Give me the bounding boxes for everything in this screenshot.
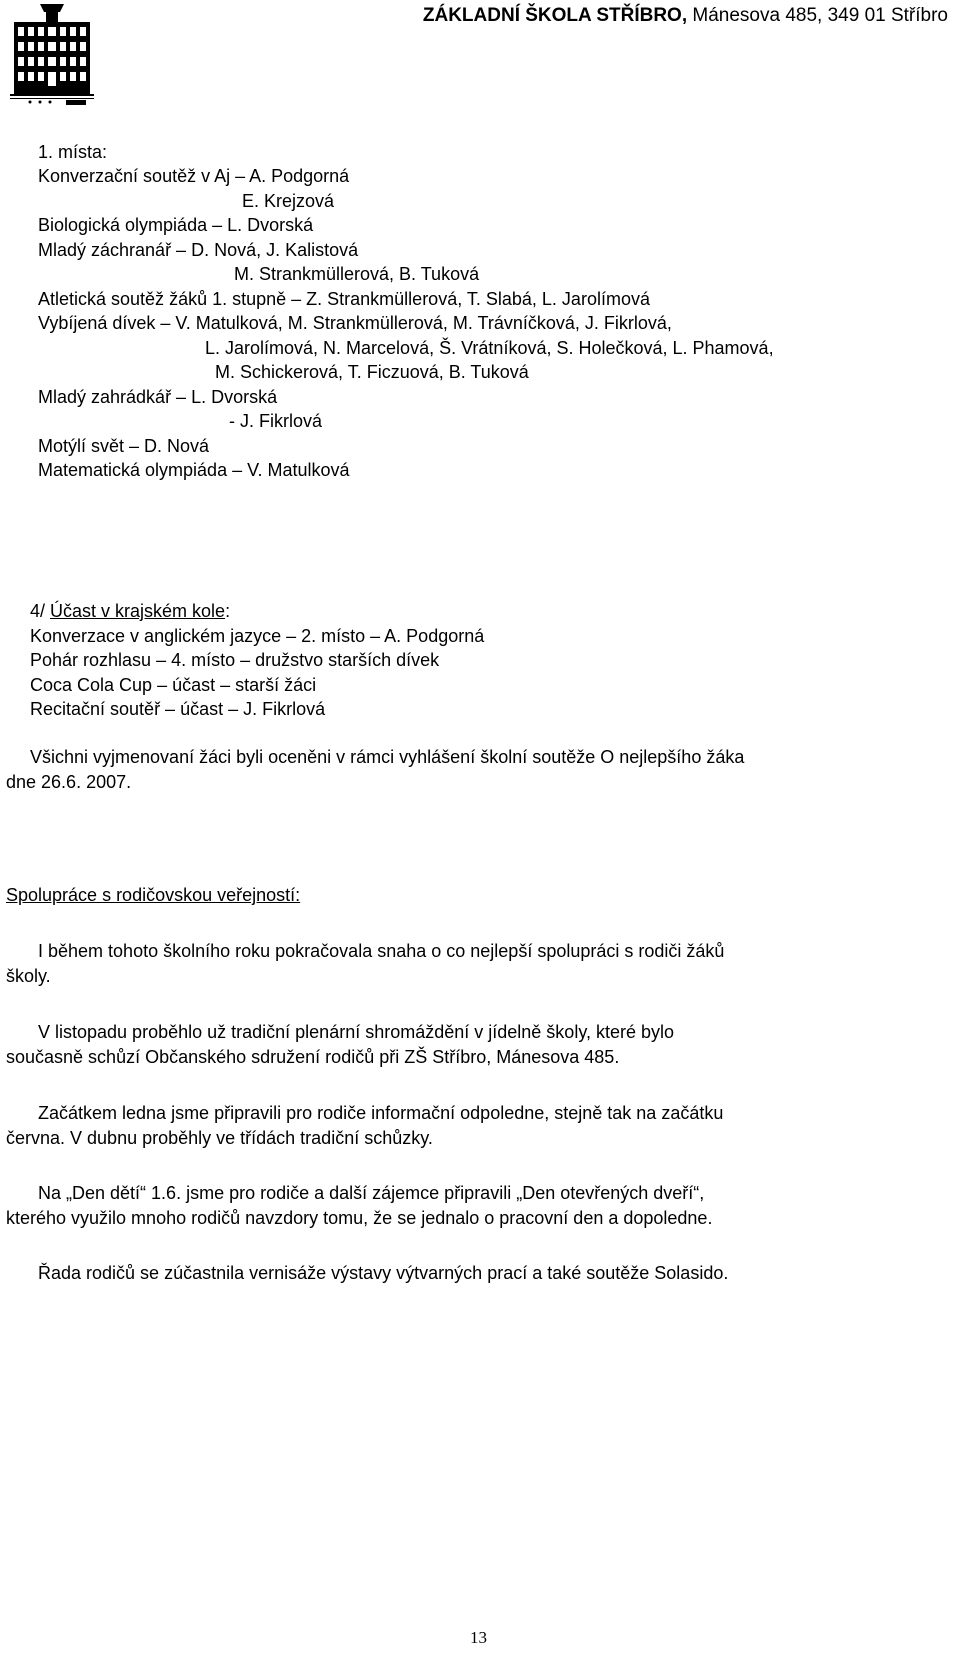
regional-note-line: dne 26.6. 2007. (6, 772, 132, 792)
list-item: Konverzace v anglickém jazyce – 2. místo – A. Podgorná (30, 626, 485, 646)
list-item: Konverzační soutěž v Aj – A. Podgorná (38, 166, 350, 186)
paragraph-line: I během tohoto školního roku pokračovala snaha o co nejlepší spolupráci s rodiči žáků (38, 941, 725, 961)
regional-prefix: 4/ (30, 601, 51, 621)
school-name: ZÁKLADNÍ ŠKOLA STŘÍBRO, (422, 5, 688, 26)
list-item: Mladý záchranář – D. Nová, J. Kalistová (38, 240, 359, 260)
list-item: Pohár rozhlasu – 4. místo – družstvo starších dívek (30, 650, 440, 670)
paragraph-line: současně schůzí Občanského sdružení rodičů při ZŠ Stříbro, Mánesova 485. (6, 1047, 620, 1067)
list-item: Recitační soutěř – účast – J. Fikrlová (30, 699, 326, 719)
regional-title: Účast v krajském kole (50, 601, 226, 621)
paragraph-line: Začátkem ledna jsme připravili pro rodiče informační odpoledne, stejně tak na začátku (38, 1103, 724, 1123)
list-item: M. Schickerová, T. Ficzuová, B. Tuková (215, 362, 529, 382)
places-heading: 1. místa: (38, 142, 108, 162)
paragraph-line: V listopadu proběhlo už tradiční plenární shromáždění v jídelně školy, které bylo (38, 1022, 675, 1042)
list-item: E. Krejzová (242, 191, 335, 211)
list-item: L. Jarolímová, N. Marcelová, Š. Vrátníková, S. Holečková, L. Phamová, (205, 338, 774, 358)
cooperation-heading: Spolupráce s rodičovskou veřejností: (6, 885, 301, 905)
page-number: 13 (470, 1628, 487, 1647)
regional-suffix: : (225, 601, 231, 621)
list-item: Mladý zahrádkář – L. Dvorská (38, 387, 278, 407)
school-building-logo-icon (10, 2, 94, 106)
paragraph-line: Řada rodičů se zúčastnila vernisáže výstavy výtvarných prací a také soutěže Solasido. (38, 1263, 729, 1283)
list-item: Motýlí svět – D. Nová (38, 436, 210, 456)
regional-heading (30, 600, 230, 622)
regional-note-line: Všichni vyjmenovaní žáci byli oceněni v rámci vyhlášení školní soutěže O nejlepšího žáka (30, 747, 745, 767)
paragraph-line: kterého využilo mnoho rodičů navzdory tomu, že se jednalo o pracovní den a dopoledne. (6, 1208, 713, 1228)
paragraph-line: školy. (6, 966, 51, 986)
list-item: Atletická soutěž žáků 1. stupně – Z. Strankmüllerová, T. Slabá, L. Jarolímová (38, 289, 650, 309)
list-item: Biologická olympiáda – L. Dvorská (38, 215, 314, 235)
list-item: Vybíjená dívek – V. Matulková, M. Strankmüllerová, M. Trávníčková, J. Fikrlová, (38, 313, 672, 333)
school-header (423, 5, 948, 27)
list-item: Matematická olympiáda – V. Matulková (38, 460, 350, 480)
list-item: - J. Fikrlová (229, 411, 323, 431)
paragraph-line: června. V dubnu proběhly ve třídách tradiční schůzky. (6, 1128, 433, 1148)
list-item: M. Strankmüllerová, B. Tuková (234, 264, 480, 284)
page-header (0, 0, 960, 110)
paragraph-line: Na „Den dětí“ 1.6. jsme pro rodiče a další zájemce připravili „Den otevřených dveří“, (38, 1183, 705, 1203)
school-address: Mánesova 485, 349 01 Stříbro (687, 5, 948, 26)
list-item: Coca Cola Cup – účast – starší žáci (30, 675, 317, 695)
